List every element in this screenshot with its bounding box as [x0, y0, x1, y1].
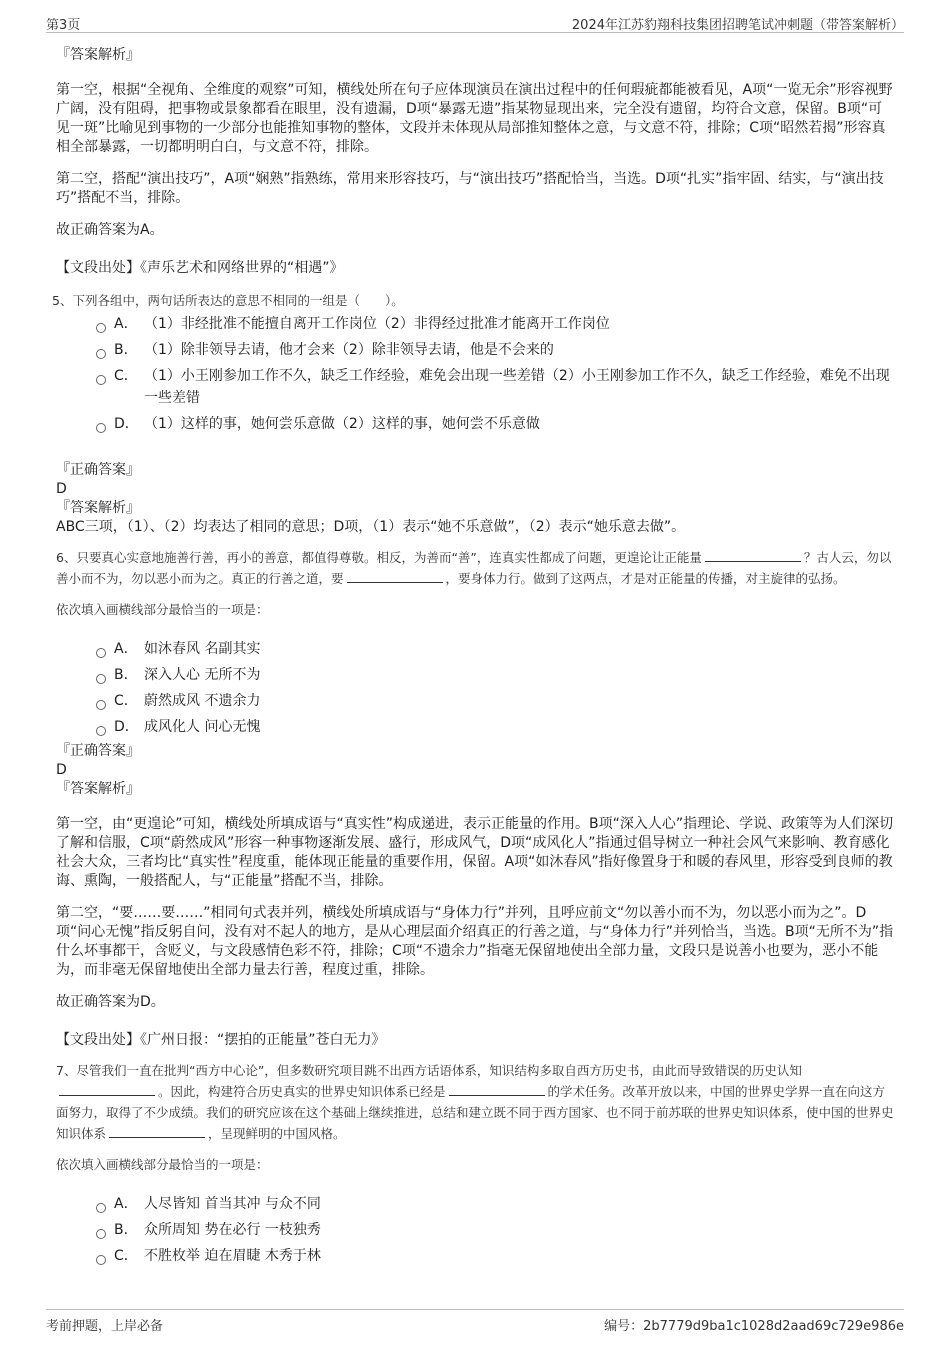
- answer-label: 『正确答案』: [56, 462, 140, 478]
- option-text: 成风化人 问心无愧: [144, 719, 261, 735]
- option-b[interactable]: [96, 339, 894, 361]
- question-stem: [56, 547, 894, 589]
- options-list: [56, 1193, 894, 1267]
- option-text: 蔚然成风 不遗余力: [144, 693, 261, 709]
- stem-text: ？古人云，勿以善小而不为，勿以恶小而为之。真正的行善之道，要: [56, 550, 892, 586]
- analysis-label: 『答案解析』: [56, 47, 140, 63]
- options-list: [56, 638, 894, 738]
- page-content: [52, 46, 894, 1267]
- radio-icon[interactable]: [96, 700, 106, 710]
- option-letter: A．: [114, 316, 138, 332]
- source-citation: 【文段出处】《声乐艺术和网络世界的“相遇”》: [56, 260, 344, 276]
- option-d[interactable]: [96, 413, 894, 435]
- answer-value: D: [56, 762, 67, 778]
- fill-blank: [449, 1083, 545, 1096]
- fill-blank: [59, 1083, 155, 1096]
- radio-icon[interactable]: [96, 1203, 106, 1213]
- option-letter: C．: [114, 368, 138, 384]
- option-c[interactable]: [96, 365, 894, 409]
- analysis-label: 『答案解析』: [56, 500, 140, 516]
- option-letter: B．: [114, 667, 138, 683]
- option-b[interactable]: [96, 664, 894, 686]
- option-a[interactable]: [96, 638, 894, 660]
- option-letter: D．: [114, 416, 139, 432]
- option-b[interactable]: [96, 1219, 894, 1241]
- radio-icon[interactable]: [96, 1255, 106, 1265]
- radio-icon[interactable]: [96, 423, 106, 433]
- option-a[interactable]: [96, 313, 894, 335]
- option-text: 众所周知 势在必行 一枝独秀: [144, 1222, 321, 1238]
- document-title: 2024年江苏豹翔科技集团招聘笔试冲刺题（带答案解析）: [571, 18, 904, 33]
- analysis-paragraph: ABC三项，（1）、（2）均表达了相同的意思；D项，（1）表示“她不乐意做”，（2）表示“她乐意去做”。: [56, 519, 686, 535]
- analysis-paragraph: 第一空，由“更遑论”可知，横线处所填成语与“真实性”构成递进，表示正能量的作用。B项“深入人心”指理论、学说、政策等为人们深切了解和信服，C项“蔚然成风”形容一种事物逐渐发展、盛行，形成风气，D项“成风化人”指通过倡导树立一种社会风气来影响、教育感化社会大众，三者均比“真实性”程度重，能体现正能量的重要作用，保留。A项“如沐春风”指好像置身于和暖的春风里，形容受到良师的教诲、熏陶，一般搭配人，与“正能量”搭配不当，排除。: [56, 816, 894, 889]
- option-a[interactable]: [96, 1193, 894, 1215]
- fill-blank: [347, 570, 443, 583]
- source-citation: 【文段出处】《广州日报：“摆拍的正能量”苍白无力》: [56, 1032, 386, 1048]
- stem-text: ，呈现鲜明的中国风格。: [208, 1126, 346, 1141]
- radio-icon[interactable]: [96, 323, 106, 333]
- option-letter: C．: [114, 693, 138, 709]
- radio-icon[interactable]: [96, 375, 106, 385]
- option-text: 如沐春风 名副其实: [144, 641, 261, 657]
- footer-slogan: 考前押题，上岸必备: [46, 1319, 164, 1334]
- answer-label: 『正确答案』: [56, 743, 140, 759]
- page-footer: [46, 1309, 904, 1334]
- question-prompt: 依次填入画横线部分最恰当的一项是：: [56, 1157, 269, 1172]
- page-header: [46, 10, 904, 33]
- page-number: 第3页: [46, 18, 81, 33]
- option-text: （1）除非领导去请，他才会来（2）除非领导去请，他是不会来的: [144, 342, 554, 358]
- document-code: 编号：2b7779d9ba1c1028d2aad69c729e986e: [604, 1319, 904, 1334]
- analysis-paragraph: 第二空，搭配“演出技巧”，A项“娴熟”指熟练，常用来形容技巧，与“演出技巧”搭配恰当，当选。D项“扎实”指牢固、结实，与“演出技巧”搭配不当，排除。: [56, 171, 884, 206]
- stem-text: ，要身体力行。做到了这两点，才是对正能量的传播，对主旋律的弘扬。: [445, 571, 846, 586]
- radio-icon[interactable]: [96, 726, 106, 736]
- option-letter: A．: [114, 641, 138, 657]
- stem-text: 6、只要真心实意地施善行善，再小的善意，都值得尊敬。相反，为善而“善”，连真实性都成了问题，更遑论让正能量: [56, 550, 702, 565]
- option-text: 不胜枚举 迫在眉睫 木秀于林: [144, 1248, 321, 1264]
- radio-icon[interactable]: [96, 1229, 106, 1239]
- option-letter: B．: [114, 342, 138, 358]
- option-c[interactable]: [96, 1245, 894, 1267]
- question-stem: 5、下列各组中，两句话所表达的意思不相同的一组是（ ）。: [52, 293, 404, 308]
- stem-text: 7、尽管我们一直在批判“西方中心论”，但多数研究项目跳不出西方话语体系，知识结构多取自西方历史书，由此而导致错误的历史认知: [56, 1063, 802, 1078]
- option-letter: D．: [114, 719, 139, 735]
- fill-blank: [109, 1125, 205, 1138]
- analysis-paragraph: 第一空，根据“全视角、全维度的观察”可知，横线处所在句子应体现演员在演出过程中的任何瑕疵都能被看见，A项“一览无余”形容视野广阔，没有阻碍，把事物或景象都看在眼里，没有遗漏，D项“暴露无遗”指某物显现出来，完全没有遗留，均符合文意，保留。B项“可见一斑”比喻见到事物的一少部分也能推知事物的整体，文段并未体现从局部推知整体之意，与文意不符，排除；C项“昭然若揭”形容真相全部暴露，一切都明明白白，与文意不符，排除。: [56, 82, 893, 155]
- conclusion: 故正确答案为D。: [56, 994, 165, 1010]
- conclusion: 故正确答案为A。: [56, 222, 164, 238]
- option-c[interactable]: [96, 690, 894, 712]
- answer-value: D: [56, 481, 67, 497]
- question-stem: [56, 1060, 894, 1144]
- options-list: [56, 313, 894, 435]
- option-text: 人尽皆知 首当其冲 与众不同: [144, 1196, 321, 1212]
- option-letter: B．: [114, 1222, 138, 1238]
- analysis-paragraph: 第二空，“要……要……”相同句式表并列，横线处所填成语与“身体力行”并列，且呼应前文“勿以善小而不为，勿以恶小而为之”。D项“问心无愧”指反躬自问，没有对不起人的地方，是从心理层面介绍真正的行善之道，与“身体力行”并列恰当，当选。B项“无所不为”指什么坏事都干，含贬义，与文段感情色彩不符，排除；C项“不遗余力”指毫无保留地使出全部力量，文段只是说善小也要为，恶小不能为，而非毫无保留地使出全部力量去行善，程度过重，排除。: [56, 905, 894, 978]
- option-letter: A．: [114, 1196, 138, 1212]
- analysis-label: 『答案解析』: [56, 781, 140, 797]
- option-d[interactable]: [96, 716, 894, 738]
- option-text: 深入人心 无所不为: [144, 667, 261, 683]
- radio-icon[interactable]: [96, 674, 106, 684]
- fill-blank: [705, 549, 801, 562]
- radio-icon[interactable]: [96, 349, 106, 359]
- option-text: （1）非经批准不能擅自离开工作岗位（2）非得经过批准才能离开工作岗位: [144, 316, 610, 332]
- stem-text: 。因此，构建符合历史真实的世界史知识体系已经是: [158, 1084, 446, 1099]
- option-letter: C．: [114, 1248, 138, 1264]
- option-text: （1）小王刚参加工作不久，缺乏工作经验，难免会出现一些差错（2）小王刚参加工作不久，缺乏工作经验，难免不出现一些差错: [144, 368, 890, 406]
- stem-text: 的学术任务。改革开放以来，中国的世界史学界一直在向这方面努力，取得了不少成绩。我们的研究应该在这个基础上继续推进，总结和建立既不同于西方国家、也不同于前苏联的世界史知识体系，使中国的世界史知识体系: [56, 1084, 894, 1141]
- question-prompt: 依次填入画横线部分最恰当的一项是：: [56, 602, 269, 617]
- radio-icon[interactable]: [96, 648, 106, 658]
- option-text: （1）这样的事，她何尝乐意做（2）这样的事，她何尝不乐意做: [144, 416, 540, 432]
